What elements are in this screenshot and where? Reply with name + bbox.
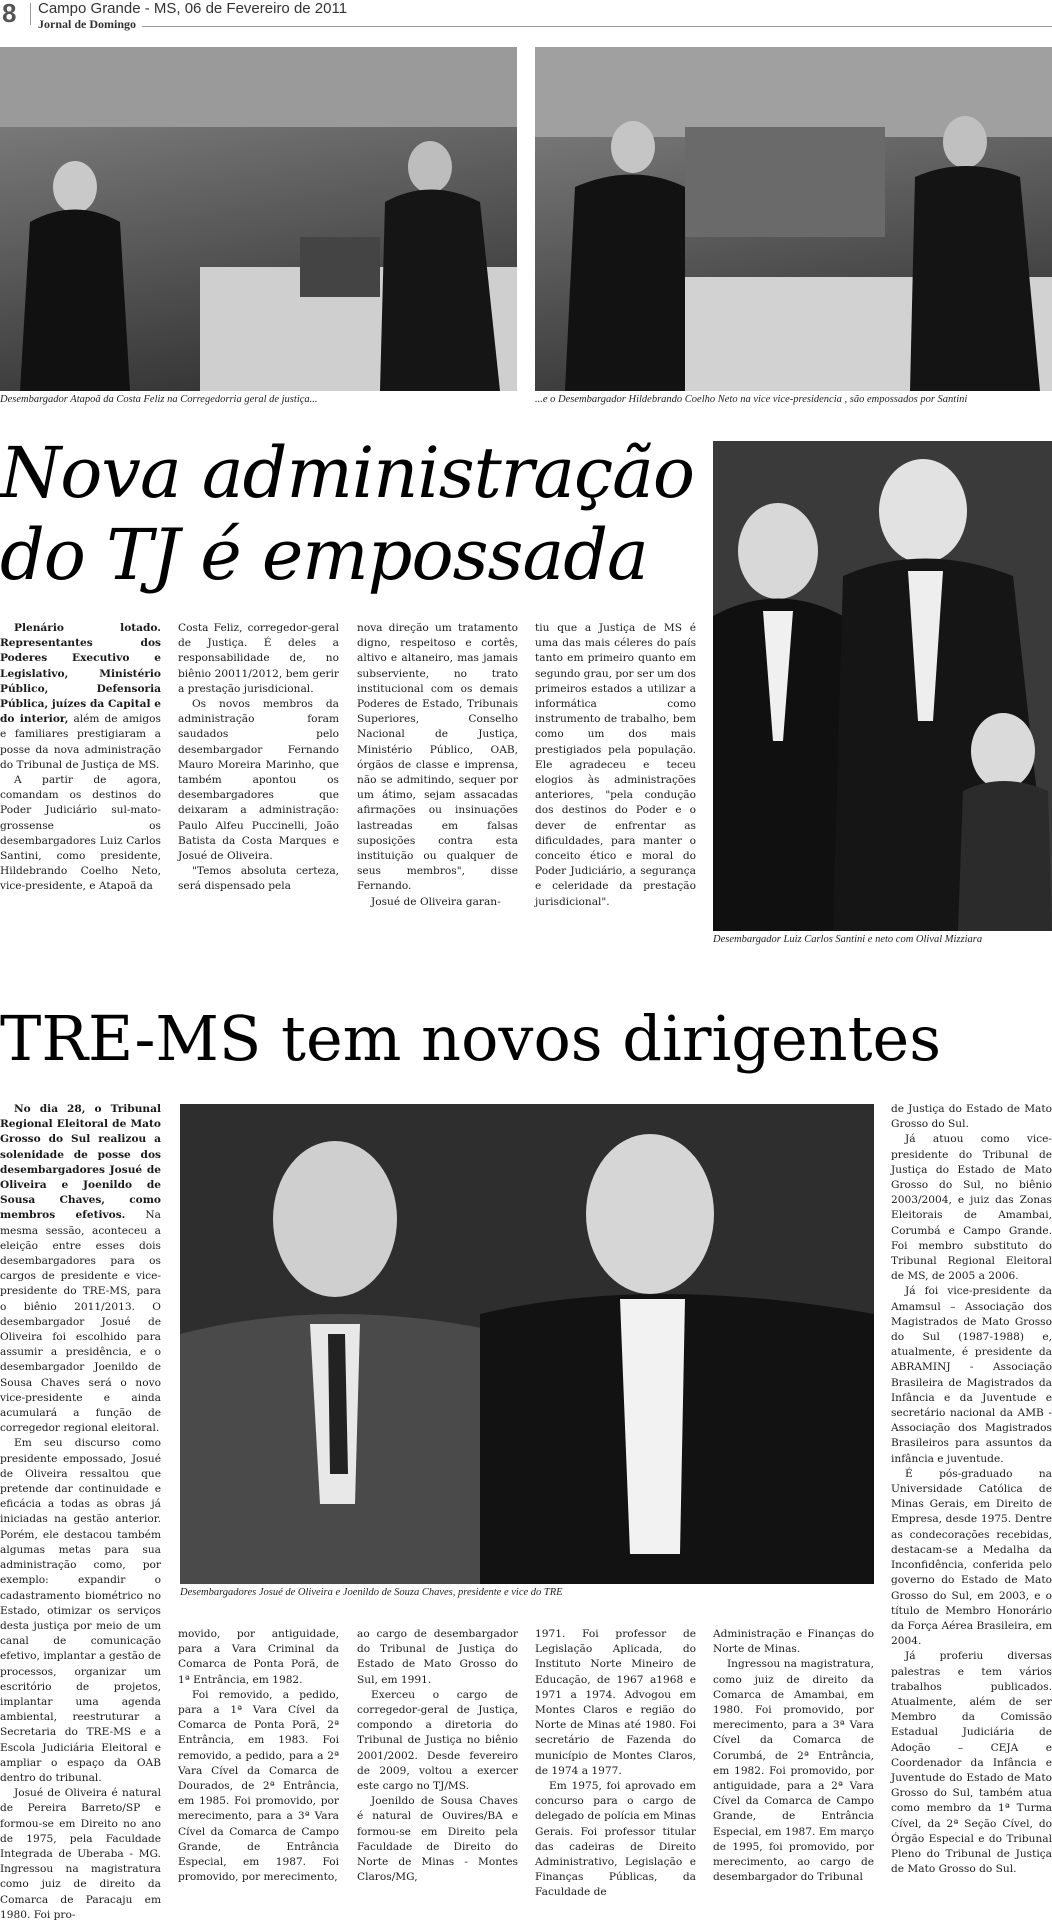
article2-column-5 xyxy=(713,1627,874,1884)
article1-paragraph: tiu que a Justiça de MS é uma das mais céleres do país tanto em primeiro quanto em segundo grau, por ser um dos primeiros estados a utilizar a informática como instrumento de trabalho, bem como um dos mais prestigiados pela população. Ele agradeceu e teceu elogios às administrações anteriores, "pela condução dos destinos do Poder e o dever de enfrentar as dificuldades, para manter o conceito ético e moral do Poder Judiciário, a segurança e celeridade da prestação jurisdicional". xyxy=(535,622,696,908)
article2-paragraph: Já proferiu diversas palestras e tem vários trabalhos publicados. Atualmente, além de ser Membro da Comissão Estadual Judiciária de Adoção – CEJA e Coordenador da Infância e Juventude do Estado de Mato Grosso do Sul, também atua como membro da 1ª Turma Cível, da 2ª Seção Cível, do Órgão Especial e do Tribunal Pleno do Tribunal de Justiça de Mato Grosso do Sul. xyxy=(891,1650,1052,1876)
ceremony-photo-illustration xyxy=(535,47,1052,391)
article1-column-3 xyxy=(357,621,518,951)
article2-paragraph xyxy=(0,1102,161,1436)
article2-photo-caption: Desembargadores Josué de Oliveira e Joenildo de Souza Chaves, presidente e vice do TRE xyxy=(180,1587,563,1598)
article2-lead-continuation: Na mesma sessão, aconteceu a eleição entre esses dois desembargadores para os cargos de presidente e vice-presidente do TRE-MS, para o biênio 2011/2013. O desembargador Josué de Oliveira foi escolhido para assumir a presidência, e o desembargador Joenildo de Sousa Chaves será o novo vice-presidente e ainda acumulará a função de corregedor regional eleitoral. xyxy=(0,1209,161,1435)
article1-photo xyxy=(713,441,1052,931)
article2-paragraph: 1971. Foi professor de Legislação Aplicada, do Instituto Norte Mineiro de Educação, de 1967 a1968 e 1971 a 1974. Advogou em Montes Claros e região do Norte de Minas até 1980. Foi secretário de Fazenda do município de Montes Claros, de 1974 a 1977. xyxy=(535,1628,696,1777)
ceremony-photo-illustration xyxy=(0,47,517,391)
top-left-caption: Desembargador Atapoã da Costa Feliz na Corregedorria geral de justiça... xyxy=(0,394,318,405)
article2-paragraph: Em 1975, foi aprovado em concurso para o cargo de delegado de polícia em Minas Gerais. Foi professor titular das cadeiras de Direito Administrativo, Legislação e Finanças Públicas, da Faculdade de xyxy=(535,1780,696,1899)
article1-paragraph: nova direção um tratamento digno, respeitoso e cortês, altivo e altaneiro, mas jamais subserviente, no trato institucional com os demais Poderes de Estado, Tribunais Superiores, Conselho Nacional de Justiça, Ministério Público, OAB, órgãos de classe e imprensa, não se admitindo, sequer por um átimo, sejam assacadas afirmações ou insinuações lastreadas em falsas suposições contra esta instituição ou qualquer de seus membros", disse Fernando. xyxy=(357,622,518,893)
article1-photo-caption: Desembargador Luiz Carlos Santini e neto com Olival Mizziara xyxy=(713,934,983,945)
article2-column-4 xyxy=(535,1627,696,1899)
article1-lead-continuation: além de amigos e familiares prestigiaram a posse da nova administração do Tribunal de Justiça de MS. xyxy=(0,713,161,771)
article2-headline: TRE-MS tem novos dirigentes xyxy=(0,1002,942,1075)
article2-paragraph: Já atuou como vice-presidente do Tribunal de Justiça do Estado de Mato Grosso do Sul, no biênio 2003/2004, e juiz das Zonas Eleitorais de Amambai, Corumbá e Campo Grande. Foi membro substituto do Tribunal Regional Eleitoral de MS, de 2005 a 2006. xyxy=(891,1133,1052,1283)
article2-paragraph: Joenildo de Sousa Chaves é natural de Ouvires/BA e formou-se em Direito pela Faculdade de Direito do Norte de Minas - Montes Claros/MG, xyxy=(357,1795,518,1884)
header-rule xyxy=(142,26,1052,27)
article1-paragraph: Os novos membros da administração foram saudados pelo desembargador Fernando Mauro Moreira Marinho, que também apontou os desembargadores que deixaram a administração: Paulo Alfeu Puccinelli, João Batista da Costa Marques e Josué de Oliveira. xyxy=(178,698,339,863)
top-right-caption: ...e o Desembargador Hildebrando Coelho Neto na vice vice-presidencia , são empossados por Santini xyxy=(535,394,968,405)
article2-column-6 xyxy=(891,1102,1052,1878)
article2-paragraph: de Justiça do Estado de Mato Grosso do Sul. xyxy=(891,1103,1052,1131)
article1-paragraph: "Temos absoluta certeza, será dispensado pela xyxy=(178,865,339,893)
article2-paragraph: Já foi vice-presidente da Amamsul – Associação dos Magistrados de Mato Grosso do Sul (1987-1988) e, atualmente, é presidente da ABRAMINJ - Associação Brasileira de Magistrados da Infância e da Juventude e secretário nacional da AMB - Associação dos Magistrados Brasileiros para assuntos da infância e juventude. xyxy=(891,1285,1052,1465)
article1-paragraph: Costa Feliz, corregedor-geral de Justiça. É deles a responsabilidade de, no biênio 20011/2012, bem gerir a prestação jurisdicional. xyxy=(178,622,339,695)
article2-paragraph: Josué de Oliveira é natural de Pereira Barreto/SP e formou-se em Direito no ano de 1975, pela Faculdade Integrada de Uberaba - MG. Ingressou na magistratura como juiz de direito da Comarca de Paracaju em 1980. Foi pro- xyxy=(0,1787,161,1921)
article2-column-1 xyxy=(0,1102,161,1921)
article2-paragraph: Ingressou na magistratura, como juiz de direito da Comarca de Amambai, em 1980. Foi promovido, por merecimento, para a 3ª Vara Cível da Comarca de Corumbá, de 2ª Entrância, em 1982. Foi promovido, por antiguidade, para a 2ª Vara Cível da Comarca de Campo Grande, de Entrância Especial, em 1987. Em março de 1995, foi promovido, por merecimento, ao cargo de desembargador do Tribunal xyxy=(713,1658,874,1884)
article1-headline xyxy=(0,432,700,596)
portrait-photo-illustration xyxy=(713,441,1052,931)
article2-column-2 xyxy=(178,1627,339,1884)
publication-name: Jornal de Domingo xyxy=(38,17,137,31)
article2-paragraph: Foi removido, a pedido, para a 1ª Vara Cível da Comarca de Ponta Porã, 2ª Entrância, em 1983. Foi removido, a pedido, para a 2ª Vara Cível da Comarca de Dourados, de 2ª Entrância, em 1985. Foi promovido, por merecimento, para a 3ª Vara Cível da Comarca de Campo Grande, de Entrância Especial, em 1987. Foi promovido, por merecimento, xyxy=(178,1688,339,1884)
article2-paragraph: movido, por antiguidade, para a Vara Criminal da Comarca de Ponta Porã, de 1ª Entrância, em 1982. xyxy=(178,1628,339,1686)
top-right-photo xyxy=(535,47,1052,391)
header-divider xyxy=(30,3,31,25)
page-number: 8 xyxy=(2,0,17,28)
article1-lead-text: Plenário lotado. Representantes dos Poderes Executivo e Legislativo, Ministério Público, Defensoria Pública, juízes da Capital e do interior, xyxy=(0,622,161,726)
article2-column-3 xyxy=(357,1627,518,1884)
article1-headline-line2: do TJ é empossada xyxy=(0,514,648,596)
article1-headline-line1: Nova administração xyxy=(0,432,695,514)
article2-lead-text: No dia 28, o Tribunal Regional Eleitoral de Mato Grosso do Sul realizou a solenidade de posse dos desembargadores Josué de Oliveira e Joenildo de Sousa Chaves, como membros efetivos. xyxy=(0,1103,161,1222)
article1-column-1 xyxy=(0,621,161,951)
article1-paragraph: Josué de Oliveira garan- xyxy=(371,895,501,908)
article2-photo xyxy=(180,1104,874,1584)
article2-paragraph: Exerceu o cargo de corregedor-geral de Justiça, compondo a diretoria do Tribunal de Justiça no biênio 2001/2002. Desde fevereiro de 2009, voltou a exercer este cargo no TJ/MS. xyxy=(357,1688,518,1793)
article1-paragraph: A partir de agora, comandam os destinos do Poder Judiciário sul-mato-grossense os desembargadores Luiz Carlos Santini, como presidente, Hildebrando Coelho Neto, vice-presidente, e Atapoã da xyxy=(0,774,161,893)
article1-paragraph xyxy=(0,621,161,773)
article2-paragraph: Administração e Finanças do Norte de Minas. xyxy=(713,1628,874,1656)
article2-paragraph: É pós-graduado na Universidade Católica de Minas Gerais, em Direito de Empresa, desde 1975. Dentre as condecorações recebidas, destacam-se a Medalha da Inconfidência, conferida pelo governo do Estado de Mato Grosso do Sul, em 2003, e o título de Membro Honorário da Força Aérea Brasileira, em 2004. xyxy=(891,1467,1052,1648)
article2-paragraph: Em seu discurso como presidente empossado, Josué de Oliveira ressaltou que pretende dar continuidade e eficácia a todas as obras já iniciadas na gestão anterior. Porém, ele destacou também algumas metas para sua administração como, por exemplo: expandir o cadastramento biométrico no Estado, otimizar os serviços desta justiça por meio de um canal de comunicação efetivo, implantar a gestão de processos, organizar um escritório de projetos, implantar uma agenda ambiental, reestruturar a Secretaria do TRE-MS e a Escola Judiciária Eleitoral e ampliar o espaço da OAB dentro do tribunal. xyxy=(0,1437,161,1784)
portrait-photo-illustration xyxy=(180,1104,874,1584)
article2-paragraph: ao cargo de desembargador do Tribunal de Justiça do Estado de Mato Grosso do Sul, em 1991. xyxy=(357,1628,518,1686)
article1-column-4 xyxy=(535,621,696,951)
top-left-photo xyxy=(0,47,517,391)
dateline: Campo Grande - MS, 06 de Fevereiro de 2011 xyxy=(38,0,348,17)
article1-column-2 xyxy=(178,621,339,951)
